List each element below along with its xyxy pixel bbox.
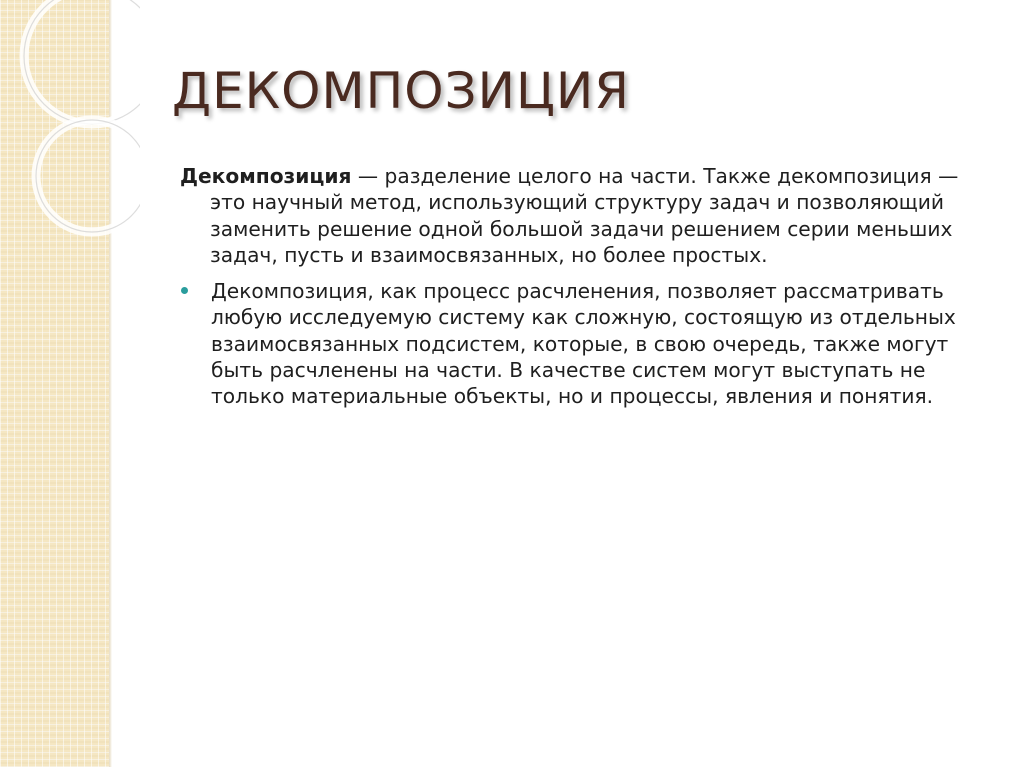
slide-content [180,163,990,410]
bullet-dot-icon [181,287,188,294]
bullet-item [180,278,990,409]
slide-title: ДЕКОМПОЗИЦИЯ [172,62,631,120]
definition-text: — разделение целого на части. Также декомпозиция — это научный метод, использующий структуру задач и позволяющий заменить решение одной большой задачи решением серии меньших задач, пусть и взаимосвязанных, но более простых. [210,164,959,267]
lower-ring-outline [36,120,140,232]
bullet-text: Декомпозиция, как процесс расчленения, позволяет рассматривать любую исследуемую систему как сложную, состоящую из отдельных взаимосвязанных подсистем, которые, в свою очередь, также могут быть расчленены на части. В качестве систем могут выступать не только материальные объекты, но и процессы, явления и понятия. [211,279,956,409]
definition-term: Декомпозиция [180,164,352,188]
decorative-rings [0,0,140,260]
upper-ring [24,0,140,124]
definition-paragraph [180,163,990,268]
